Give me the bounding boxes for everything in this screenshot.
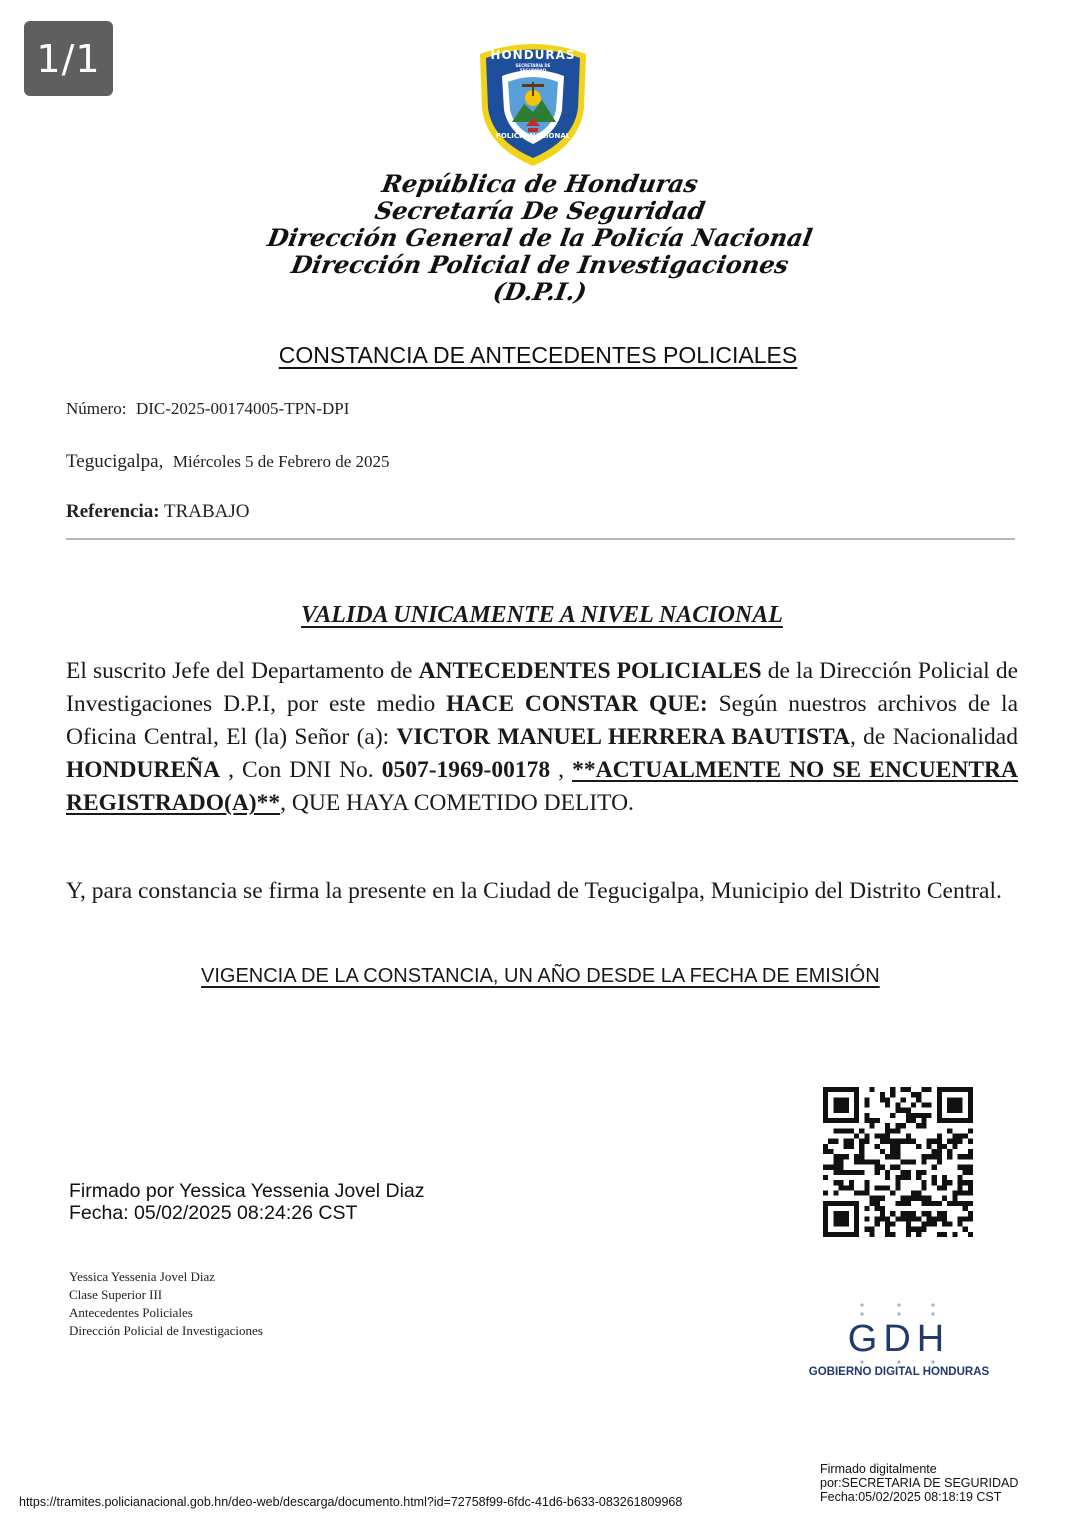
document-title: CONSTANCIA DE ANTECEDENTES POLICIALES bbox=[278, 342, 798, 368]
reference-value: TRABAJO bbox=[163, 501, 250, 522]
digital-sign-line-1: Firmado digitalmente bbox=[820, 1462, 937, 1476]
city: Tegucigalpa, bbox=[66, 451, 164, 472]
digital-signature-stamp bbox=[820, 1462, 1018, 1504]
person-name: VICTOR MANUEL HERRERA BAUTISTA bbox=[396, 724, 850, 750]
letterhead-line-republic: República de Honduras bbox=[379, 169, 701, 198]
emblem-inner-text: SECRETARIA DE SEGURIDAD bbox=[515, 63, 551, 73]
document-date bbox=[66, 451, 390, 473]
reference-label: Referencia: bbox=[66, 501, 160, 522]
gdh-label: GOBIERNO DIGITAL HONDURAS bbox=[808, 1366, 990, 1378]
signer-block bbox=[69, 1268, 263, 1340]
signed-date: Fecha: 05/02/2025 08:24:26 CST bbox=[69, 1202, 358, 1224]
number-label: Número: bbox=[66, 399, 127, 418]
reference bbox=[66, 501, 249, 523]
signer-division: Dirección Policial de Investigaciones bbox=[69, 1323, 263, 1338]
validity-title: VALIDA UNICAMENTE A NIVEL NACIONAL bbox=[301, 602, 783, 628]
dni-number: 0507-1969-00178 bbox=[381, 757, 551, 783]
letterhead-line-dpi: Dirección Policial de Investigaciones bbox=[289, 250, 791, 279]
signer-rank: Clase Superior III bbox=[69, 1287, 163, 1302]
letterhead-line-secretaria: Secretaría De Seguridad bbox=[372, 196, 708, 225]
qr-code bbox=[823, 1087, 973, 1237]
page-counter: 1/1 bbox=[24, 21, 113, 96]
letterhead bbox=[240, 170, 840, 305]
digital-sign-line-2: por:SECRETARIA DE SEGURIDAD bbox=[820, 1476, 1019, 1490]
letterhead-line-direccion-general: Dirección General de la Policía Nacional bbox=[265, 223, 815, 252]
certificate-body: El suscrito Jefe del Departamento de ANTECEDENTES POLICIALES de la Dirección Policial de Investigaciones D.P.I, por este medio HACE CONSTAR QUE: Según nuestros archivos de la Oficina Central, El (la) Señor (a): VICTOR MANUEL HERRERA BAUTISTA, de Nacionalidad HONDUREÑA , Con DNI No. 0507-1969-00178 , **ACTUALMENTE NO SE ENCUENTRA REGISTRADO(A)**, QUE HAYA COMETIDO DELITO. bbox=[66, 658, 1019, 816]
record-status: **ACTUALMENTE NO SE ENCUENTRA REGISTRADO(A)** bbox=[66, 757, 1019, 816]
emblem-arc-text: HONDURAS bbox=[490, 48, 576, 62]
closing-paragraph: Y, para constancia se firma la presente en la Ciudad de Tegucigalpa, Municipio del Distrito Central. bbox=[66, 878, 1002, 904]
emblem-lower-text: POLICIA NACIONAL bbox=[495, 132, 571, 140]
document-number bbox=[66, 398, 349, 420]
validity-notice: VIGENCIA DE LA CONSTANCIA, UN AÑO DESDE LA FECHA DE EMISIÓN bbox=[201, 965, 880, 987]
number-value: DIC-2025-00174005-TPN-DPI bbox=[135, 399, 350, 418]
signed-by: Firmado por Yessica Yessenia Jovel Diaz bbox=[69, 1180, 425, 1202]
electronic-signature bbox=[69, 1180, 425, 1224]
signer-name: Yessica Yessenia Jovel Diaz bbox=[69, 1269, 216, 1284]
source-url[interactable]: https://tramites.policianacional.gob.hn/deo-web/descarga/documento.html?id=72758f99-6fdc-41d6-b633-083261809968 bbox=[19, 1495, 683, 1509]
signer-department: Antecedentes Policiales bbox=[69, 1305, 193, 1320]
nationality: HONDUREÑA bbox=[66, 757, 221, 783]
digital-sign-line-3: Fecha:05/02/2025 08:18:19 CST bbox=[820, 1490, 1002, 1504]
divider bbox=[66, 538, 1015, 540]
letterhead-line-acronym: (D.P.I.) bbox=[490, 277, 590, 306]
gdh-logo-text: GDH bbox=[847, 1318, 951, 1360]
date-value: Miércoles 5 de Febrero de 2025 bbox=[172, 452, 390, 471]
